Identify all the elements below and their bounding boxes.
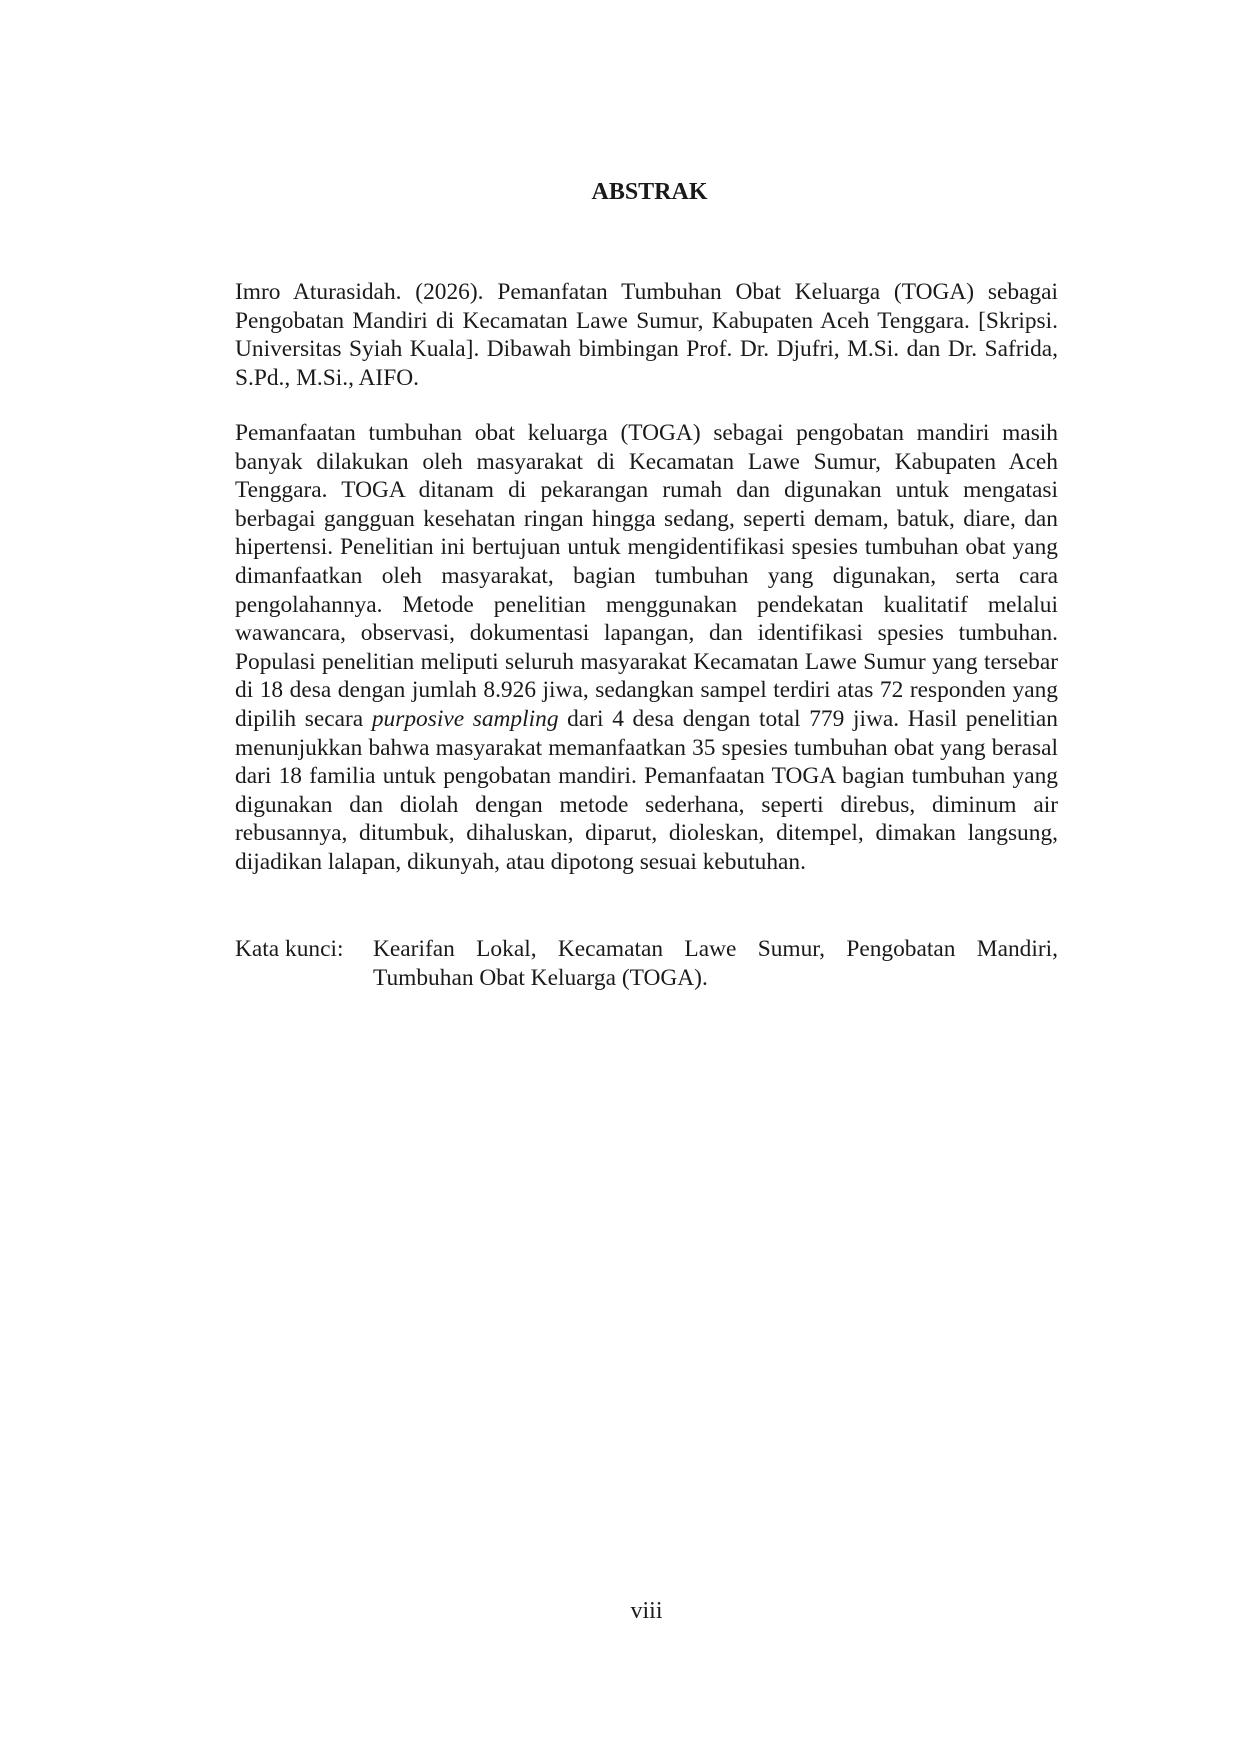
keywords-section [235, 935, 1058, 992]
abstract-paragraph [235, 419, 1058, 877]
abstract-italic-term: purposive sampling [371, 705, 559, 732]
citation-text: Imro Aturasidah. (2026). Pemanfatan Tumbuhan Obat Keluarga (TOGA) sebagai Pengobatan Mandiri di Kecamatan Lawe Sumur, Kabupaten Aceh Tenggara. [Skripsi. Universitas Syiah Kuala]. Dibawah bimbingan Prof. Dr. Djufri, M.Si. dan Dr. Safrida, S.Pd., M.Si., AIFO. [235, 279, 1058, 391]
abstract-text-part-1: Pemanfaatan tumbuhan obat keluarga (TOGA) sebagai pengobatan mandiri masih banyak dilakukan oleh masyarakat di Kecamatan Lawe Sumur, Kabupaten Aceh Tenggara. TOGA ditanam di pekarangan rumah dan digunakan untuk mengatasi berbagai gangguan kesehatan ringan hingga sedang, seperti demam, batuk, diare, dan hipertensi. Penelitian ini bertujuan untuk mengidentifikasi spesies tumbuhan obat yang dimanfaatkan oleh masyarakat, bagian tumbuhan yang digunakan, serta cara pengolahannya. Metode penelitian menggunakan pendekatan kualitatif melalui wawancara, observasi, dokumentasi lapangan, dan identifikasi spesies tumbuhan. Populasi penelitian meliputi seluruh masyarakat Kecamatan Lawe Sumur yang tersebar di 18 desa dengan jumlah 8.926 jiwa, sedangkan sampel terdiri atas 72 responden yang dipilih secara [235, 420, 1058, 732]
keywords-text: Kearifan Lokal, Kecamatan Lawe Sumur, Pengobatan Mandiri, Tumbuhan Obat Keluarga (TOGA). [373, 936, 1058, 991]
abstract-text-part-2: dari 4 desa dengan total 779 jiwa. Hasil penelitian menunjukkan bahwa masyarakat memanfaatkan 35 spesies tumbuhan obat yang berasal dari 18 familia untuk pengobatan mandiri. Pemanfaatan TOGA bagian tumbuhan yang digunakan dan diolah dengan metode sederhana, seperti direbus, diminum air rebusannya, ditumbuk, dihaluskan, diparut, dioleskan, ditempel, dimakan langsung, dijadikan lalapan, dikunyah, atau dipotong sesuai kebutuhan. [235, 705, 1058, 875]
page-number: viii [630, 1598, 663, 1624]
page-title: ABSTRAK [591, 179, 708, 205]
abstract-text [235, 419, 1058, 877]
citation-paragraph [235, 278, 1058, 392]
keywords-label: Kata kunci: [235, 936, 344, 962]
